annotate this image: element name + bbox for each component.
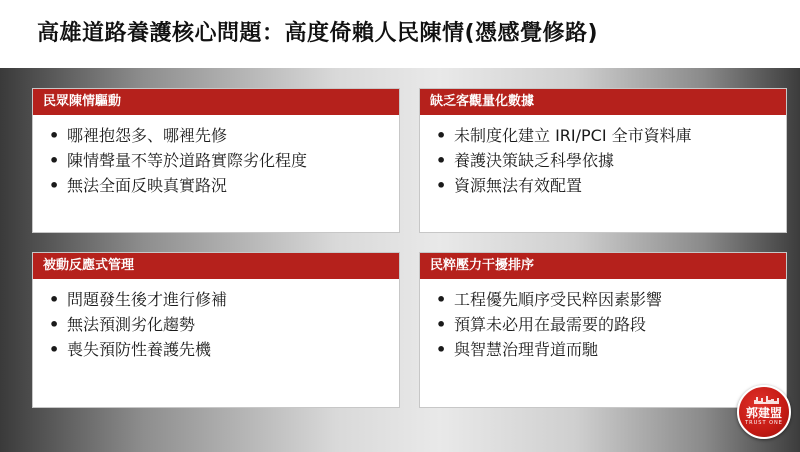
list-item [49,173,399,198]
card-citizen-petition [32,88,400,233]
bullet-icon: • [49,340,60,359]
bullet-icon: • [436,290,447,309]
bullet-icon: • [49,315,60,334]
list-item [436,123,786,148]
list-item-text: 無法全面反映真實路況 [67,176,228,195]
list-item [49,312,399,337]
list-item-text: 哪裡抱怨多、哪裡先修 [67,126,228,145]
bullet-icon: • [49,151,60,170]
bullet-icon: • [436,126,447,145]
list-item-text: 未制度化建立 IRI/PCI 全市資料庫 [454,126,692,145]
bullet-icon: • [49,176,60,195]
card-populist-pressure [419,252,787,408]
bullet-icon: • [49,290,60,309]
card-heading: 缺乏客觀量化數據 [420,89,786,115]
skyline-icon [751,395,781,404]
card-lack-of-data [419,88,787,233]
list-item-text: 養護決策缺乏科學依據 [454,151,615,170]
brand-logo [737,385,791,439]
list-item-text: 問題發生後才進行修補 [67,290,228,309]
card-heading: 民粹壓力干擾排序 [420,253,786,279]
list-item-text: 資源無法有效配置 [454,176,583,195]
list-item [436,148,786,173]
bullet-icon: • [49,126,60,145]
logo-tagline: TRUST ONE [745,420,783,426]
logo-brand-text: 郭建盟 [745,406,782,420]
list-item [49,287,399,312]
bullet-list [420,279,786,362]
list-item-text: 與智慧治理背道而馳 [454,340,599,359]
bullet-list [33,115,399,198]
list-item [436,287,786,312]
card-reactive-management [32,252,400,408]
bullet-list [33,279,399,362]
list-item-text: 喪失預防性養護先機 [67,340,212,359]
list-item [436,173,786,198]
list-item [436,337,786,362]
bullet-icon: • [436,176,447,195]
bullet-icon: • [436,315,447,334]
card-heading: 民眾陳情驅動 [33,89,399,115]
title-bar [0,0,800,68]
list-item-text: 工程優先順序受民粹因素影響 [454,290,663,309]
list-item-text: 陳情聲量不等於道路實際劣化程度 [67,151,308,170]
list-item-text: 預算未必用在最需要的路段 [454,315,647,334]
list-item-text: 無法預測劣化趨勢 [67,315,196,334]
slide-title: 高雄道路養護核心問題：高度倚賴人民陳情(憑感覺修路) [37,21,599,46]
list-item [436,312,786,337]
list-item [49,148,399,173]
card-heading: 被動反應式管理 [33,253,399,279]
list-item [49,123,399,148]
list-item [49,337,399,362]
bullet-icon: • [436,151,447,170]
bullet-list [420,115,786,198]
bullet-icon: • [436,340,447,359]
